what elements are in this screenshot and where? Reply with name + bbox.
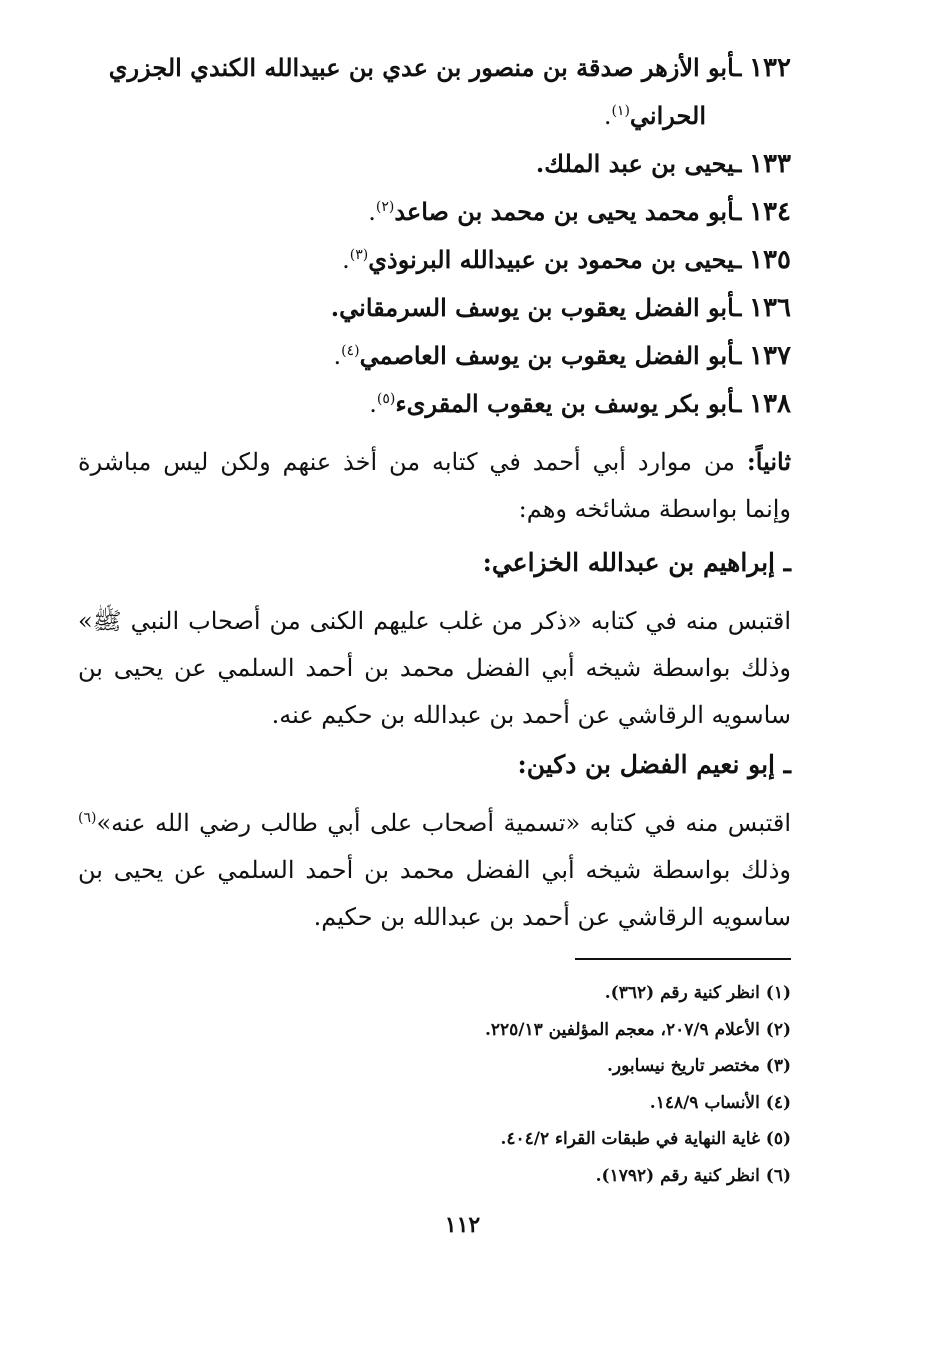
list-item: ١٣٧ ـأبو الفضل يعقوب بن يوسف العاصمي$^{(٤)}$. <box>333 341 791 371</box>
entry-number: ١٣٧ <box>749 341 791 371</box>
footnote-divider <box>575 958 791 960</box>
footnote: (٤) الأنساب ١٤٨/٩. <box>649 1092 791 1113</box>
source-heading: ـ إبراهيم بن عبدالله الخزاعي: <box>482 548 791 577</box>
footnotes <box>78 975 791 1194</box>
section-lead: ثانياً: <box>746 447 791 476</box>
footnote-ref[interactable]: (٥) <box>376 391 396 407</box>
entry-text: أبو محمد يحيى بن محمد بن صاعد <box>394 197 735 226</box>
footnote: (٢) الأعلام ٢٠٧/٩، معجم المؤلفين ٢٢٥/١٣. <box>484 1019 791 1040</box>
list-item: ١٣٢ ـأبو الأزهر صدقة بن منصور بن عدي بن عبيدالله الكندي الجزري الحراني$^{(١)}$. <box>108 53 791 130</box>
footnote: (٣) مختصر تاريخ نيسابور. <box>607 1056 791 1076</box>
entry-text: أبو الفضل يعقوب بن يوسف العاصمي <box>359 341 735 370</box>
entry-text: يحيى بن عبد الملك. <box>535 149 735 178</box>
footnote-ref[interactable]: (٦) <box>78 810 97 826</box>
footnote: (٦) انظر كنية رقم (١٧٩٢). <box>595 1165 791 1186</box>
source-paragraph: اقتبس منه في كتابه «ذكر من غلب عليهم الكنى من أصحاب النبي ﷺ» وذلك بواسطة شيخه أبي الفضل محمد بن أحمد السلمي عن يحيى بن ساسويه الرقاشي عن أحمد بن عبدالله بن حكيم عنه. <box>78 607 792 729</box>
list-item: ١٣٨ ـأبو بكر يوسف بن يعقوب المقرىء$^{(٥)}$. <box>369 389 791 419</box>
list-item: ١٣٦ ـأبو الفضل يعقوب بن يوسف السرمقاني. <box>330 293 791 323</box>
entry-text: أبو الأزهر صدقة بن منصور بن عدي بن عبيدالله الكندي الجزري <box>108 53 735 82</box>
entry-text: يحيى بن محمود بن عبيدالله البرنوذي <box>368 245 735 274</box>
section-intro-text: من موارد أبي أحمد في كتابه من أخذ عنهم ولكن ليس مباشرة وإنما بواسطة مشائخه وهم: <box>78 448 791 523</box>
section-intro <box>78 438 791 533</box>
entry-number: ١٣٢ <box>749 53 791 83</box>
footnote-ref[interactable]: (٣) <box>349 247 369 263</box>
narrators-list <box>78 44 791 428</box>
entry-number: ١٣٦ <box>749 293 791 323</box>
source-paragraph: اقتبس منه في كتابه «تسمية أصحاب على أبي طالب رضي الله عنه»$^{(٦)}$ وذلك بواسطة شيخه أبي الفضل محمد بن أحمد السلمي عن يحيى بن ساسويه الرقاشي عن أحمد بن عبدالله بن حكيم. <box>78 809 792 931</box>
entry-number: ١٣٥ <box>749 245 791 275</box>
footnote-ref[interactable]: (١) <box>611 103 630 119</box>
entry-text: أبو الفضل يعقوب بن يوسف السرمقاني. <box>330 293 735 322</box>
source-heading: ـ إبو نعيم الفضل بن دكين: <box>517 750 791 779</box>
entry-text: أبو بكر يوسف بن يعقوب المقرىء <box>395 389 735 418</box>
page-number: ١١٢ <box>444 1212 481 1238</box>
entry-number: ١٣٣ <box>749 149 791 179</box>
list-item: ١٣٣ ـيحيى بن عبد الملك. <box>535 149 791 179</box>
footnote: (١) انظر كنية رقم (٣٦٢). <box>604 983 791 1003</box>
entry-number: ١٣٤ <box>749 197 791 227</box>
footnote: (٥) غاية النهاية في طبقات القراء ٤٠٤/٢. <box>500 1129 791 1149</box>
list-item: ١٣٤ ـأبو محمد يحيى بن محمد بن صاعد$^{(٢)}$. <box>368 197 791 227</box>
footnote-ref[interactable]: (٢) <box>375 199 395 215</box>
entry-text-continuation: الحراني <box>629 101 706 130</box>
footnote-ref[interactable]: (٤) <box>341 343 360 359</box>
list-item: ١٣٥ ـيحيى بن محمود بن عبيدالله البرنوذي$^{(٣)}$. <box>342 245 791 275</box>
entry-number: ١٣٨ <box>749 389 791 419</box>
